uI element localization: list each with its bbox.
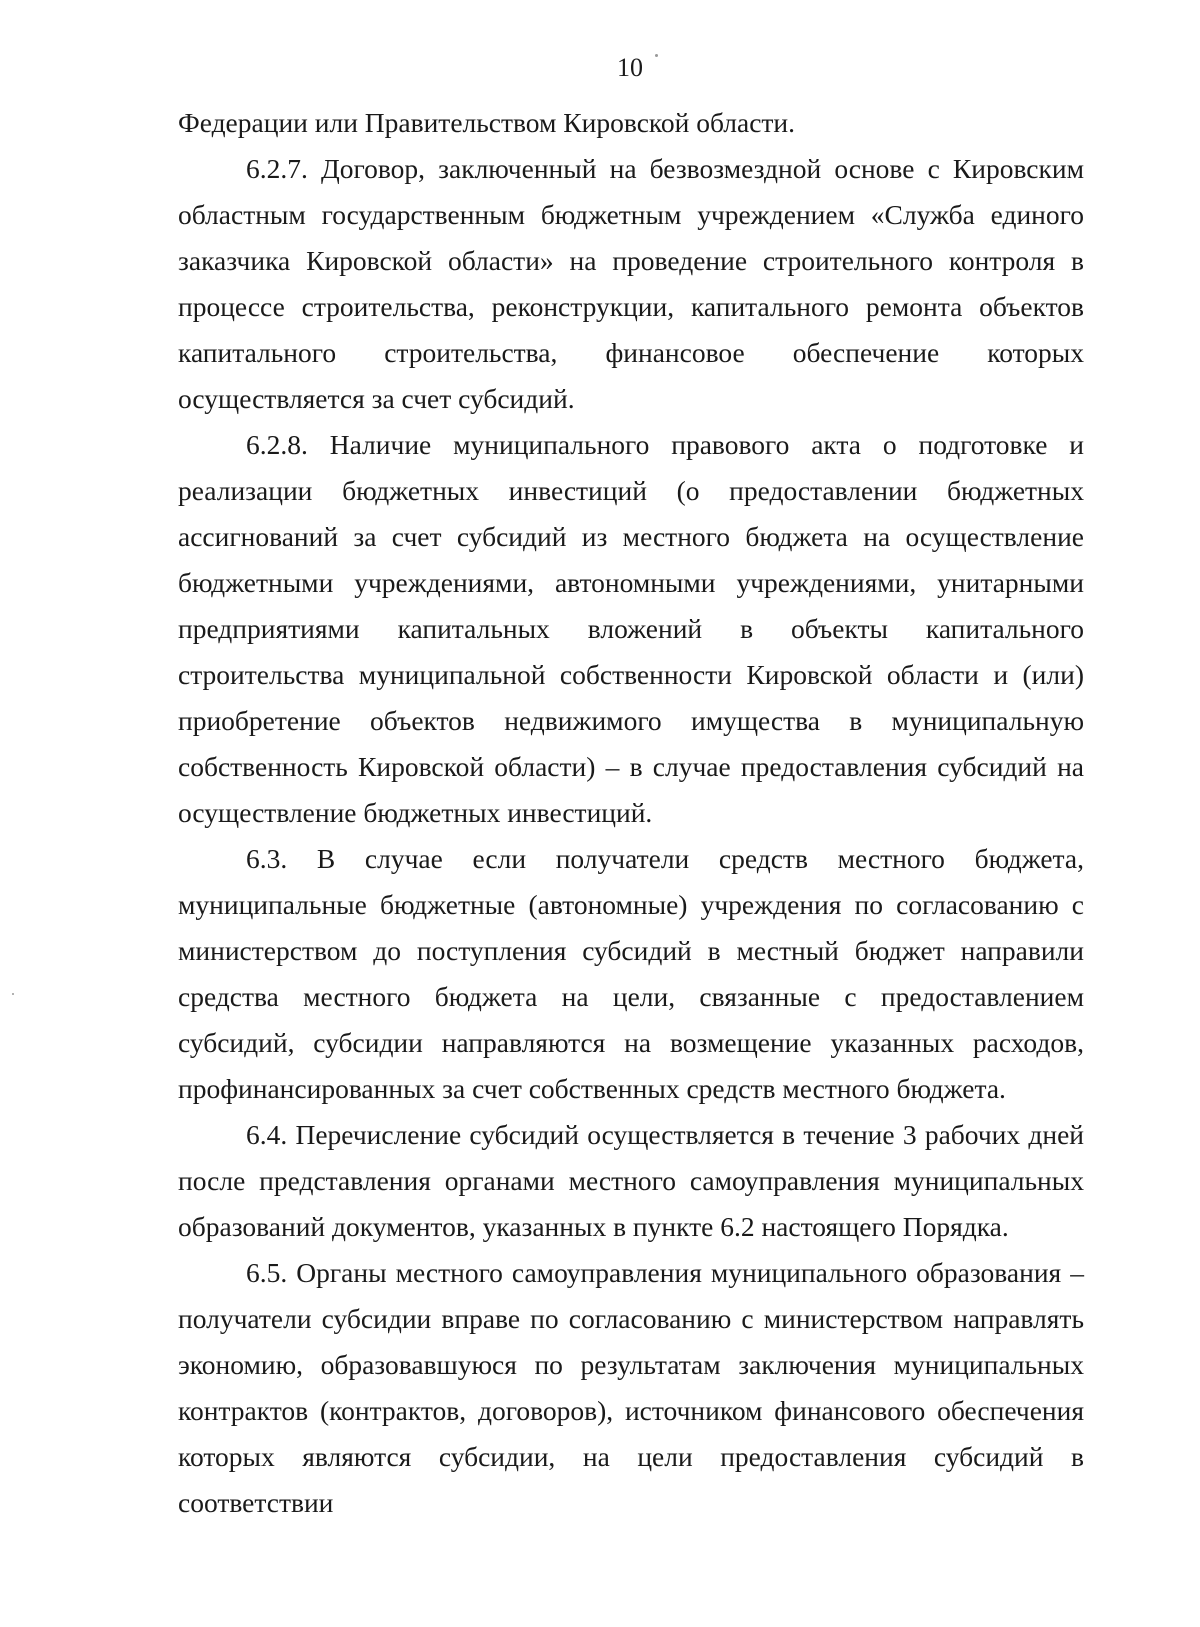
paragraph-6-4: 6.4. Перечисление субсидий осуществляется в течение 3 рабочих дней после представления органами местного самоуправления муниципальных образований документов, указанных в пункте 6.2 настоящего Порядка. <box>178 1119 1084 1242</box>
document-body <box>178 100 1084 1526</box>
paragraph-6-5: 6.5. Органы местного самоуправления муниципального образования – получатели субсидии вправе по согласованию с министерством направлять экономию, образовавшуюся по результатам заключения муниципальных контрактов (контрактов, договоров), источником финансового обеспечения которых являются субсидии, на цели предоставления субсидий в соответствии <box>178 1257 1084 1518</box>
page-number: 10 <box>617 53 643 82</box>
paragraph-6-3: 6.3. В случае если получатели средств местного бюджета, муниципальные бюджетные (автономные) учреждения по согласованию с министерством до поступления субсидий в местный бюджет направили средства местного бюджета на цели, связанные с предоставлением субсидий, субсидии направляются на возмещение указанных расходов, профинансированных за счет собственных средств местного бюджета. <box>178 843 1084 1104</box>
scan-speck <box>12 993 14 995</box>
paragraph-continuation: Федерации или Правительством Кировской области. <box>178 107 796 138</box>
paragraph-6-2-7: 6.2.7. Договор, заключенный на безвозмездной основе с Кировским областным государственным бюджетным учреждением «Служба единого заказчика Кировской области» на проведение строительного контроля в процессе строительства, реконструкции, капитального ремонта объектов капитального строительства, финансовое обеспечение которых осуществляется за счет субсидий. <box>178 153 1084 414</box>
paragraph-6-2-8: 6.2.8. Наличие муниципального правового акта о подготовке и реализации бюджетных инвестиций (о предоставлении бюджетных ассигнований за счет субсидий из местного бюджета на осуществление бюджетными учреждениями, автономными учреждениями, унитарными предприятиями капитальных вложений в объекты капитального строительства муниципальной собственности Кировской области и (или) приобретение объектов недвижимого имущества в муниципальную собственность Кировской области) – в случае предоставления субсидий на осуществление бюджетных инвестиций. <box>178 429 1084 828</box>
scan-speck <box>655 54 658 57</box>
